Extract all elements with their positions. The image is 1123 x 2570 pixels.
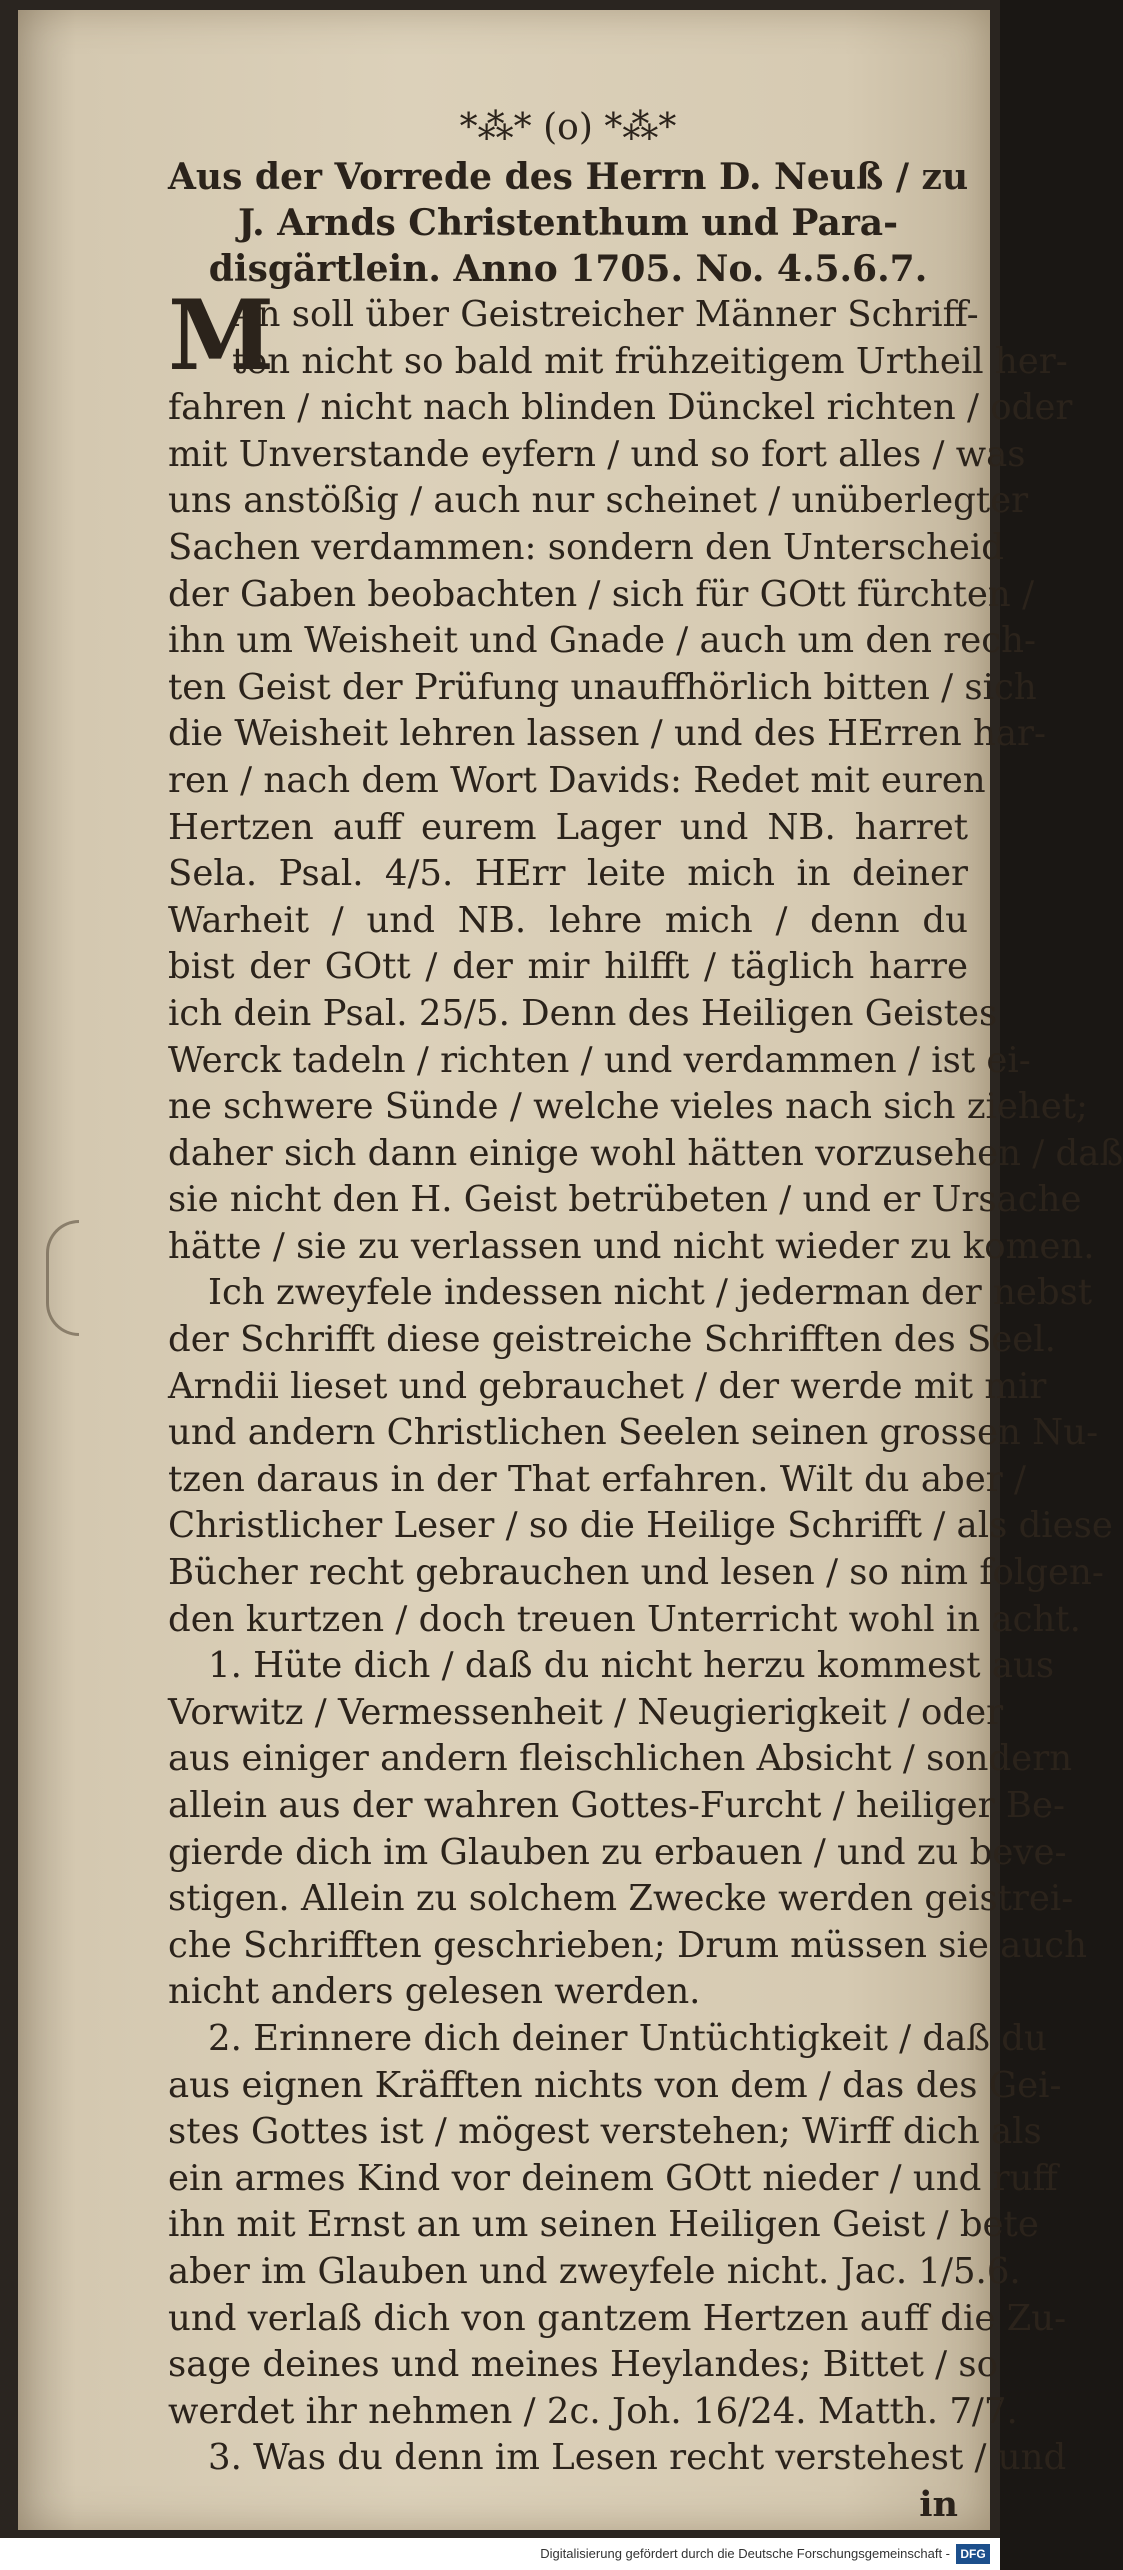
heading-line: Aus der Vorrede des Herrn D. Neuß / zu [168,156,969,198]
text-line: und andern Christlichen Seelen seinen grossen Nu- [168,1412,1099,1454]
text-line: che Schrifften geschrieben; Drum müssen sie auch [168,1924,1087,1966]
text-line: Warheit / und NB. lehre mich / denn du [168,899,968,941]
text-line: uns anstößig / auch nur scheinet / unüberlegter [168,480,1029,522]
paragraph-2 [168,1270,1113,1643]
opening-lines [168,292,1068,385]
catchword: in [919,2483,958,2525]
text-line: aus einiger andern fleischlichen Absicht / sondern [168,1738,1073,1780]
first-paragraph-opening [168,279,1068,392]
text-line: gierde dich im Glauben zu erbauen / und zu beve- [168,1831,1067,1873]
heading-line: disgärtlein. Anno 1705. No. 4.5.6.7. [208,248,928,290]
text-line: mit Unverstande eyfern / und so fort alles / was [168,433,1026,475]
text-line: ren / nach dem Wort Davids: Redet mit euren [168,759,986,801]
text-line: der Schrifft diese geistreiche Schrifften des Seel. [168,1319,1056,1361]
page-text [168,106,1123,2528]
page-fold-mark [46,1220,79,1336]
text-line: werdet ihr nehmen / 2c. Joh. 16/24. Matth. 7/7. [168,2390,1018,2432]
text-line: An soll über Geistreicher Männer Schriff- [232,294,979,335]
digitization-footer [0,2538,1000,2570]
text-line: ihn mit Ernst an um seinen Heiligen Geist / bete [168,2204,1039,2246]
text-line: die Weisheit lehren lassen / und des HErren har- [168,713,1046,755]
text-line: aus eignen Kräfften nichts von dem / das des Gei- [168,2064,1062,2106]
text-line: daher sich dann einige wohl hätten vorzusehen / daß [168,1132,1123,1174]
text-line: Ich zweyfele indessen nicht / jederman der nebst [208,1272,1093,1314]
text-line: Sela. Psal. 4/5. HErr leite mich in deiner [168,853,968,895]
instruction-1 [168,1643,1087,2016]
text-line: tzen daraus in der That erfahren. Wilt du aber / [168,1458,1026,1500]
text-line: sage deines und meines Heylandes; Bittet / so [168,2344,998,2386]
book-page [18,10,1123,2530]
text-line: 3. Was du denn im Lesen recht verstehest / und [208,2437,1067,2479]
text-line: ein armes Kind vor deinem GOtt nieder / und ruff [168,2157,1058,2199]
text-line: nicht anders gelesen werden. [168,1971,701,2013]
text-line: hätte / sie zu verlassen und nicht wieder zu komen. [168,1225,1095,1267]
text-line: fahren / nicht nach blinden Dünckel richten / oder [168,387,1073,429]
text-line: Vorwitz / Vermessenheit / Neugierigkeit / oder [168,1691,1004,1733]
instruction-2 [168,2016,1067,2435]
text-line: Sachen verdammen: sondern den Unterscheid [168,526,1005,568]
text-line: 1. Hüte dich / daß du nicht herzu kommest aus [208,1645,1055,1687]
text-line: Werck tadeln / richten / und verdammen / ist ei- [168,1039,1031,1081]
text-line: ich dein Psal. 25/5. Denn des Heiligen Geistes [168,992,998,1034]
text-line: ihn um Weisheit und Gnade / auch um den rech- [168,620,1036,662]
text-line: allein aus der wahren Gottes-Furcht / heiliger Be- [168,1785,1065,1826]
text-line: sie nicht den H. Geist betrübeten / und er Ursache [168,1179,1082,1221]
text-line: ten nicht so bald mit frühzeitigem Urtheil her- [232,340,1068,382]
text-line: aber im Glauben und zweyfele nicht. Jac. 1/5.6. [168,2250,1021,2292]
section-heading [168,154,968,292]
text-line: Hertzen auff eurem Lager und NB. harret [168,806,968,848]
text-line: den kurtzen / doch treuen Unterricht wohl in acht. [168,1598,1081,1640]
funding-credit: Digitalisierung gefördert durch die Deutsche Forschungsgemeinschaft - [540,2546,950,2561]
instruction-3 [168,2435,1067,2482]
text-line: Bücher recht gebrauchen und lesen / so nim folgen- [168,1552,1104,1594]
page-marker: *⁂* (o) *⁂* [459,107,677,148]
heading-line: J. Arnds Christenthum und Para- [237,202,899,244]
text-line: der Gaben beobachten / sich für GOtt fürchten / [168,573,1035,615]
text-line: 2. Erinnere dich deiner Untüchtigkeit / daß du [208,2017,1047,2059]
drop-cap-initial: M [168,279,275,392]
text-line: Christlicher Leser / so die Heilige Schrifft / als diese [168,1505,1113,1547]
text-line: stigen. Allein zu solchem Zwecke werden geistrei- [168,1878,1074,1920]
text-line: stes Gottes ist / mögest verstehen; Wirff dich als [168,2111,1042,2153]
paragraph-1 [168,385,1123,1270]
dfg-logo: DFG [956,2544,990,2564]
text-line: bist der GOtt / der mir hilfft / täglich harre [168,946,968,988]
text-line: ne schwere Sünde / welche vieles nach sich ziehet; [168,1086,1088,1128]
text-line: ten Geist der Prüfung unauffhörlich bitten / sich [168,666,1037,708]
text-line: Arndii lieset und gebrauchet / der werde mit mir [168,1365,1047,1407]
text-line: und verlaß dich von gantzem Hertzen auff die Zu- [168,2297,1067,2339]
